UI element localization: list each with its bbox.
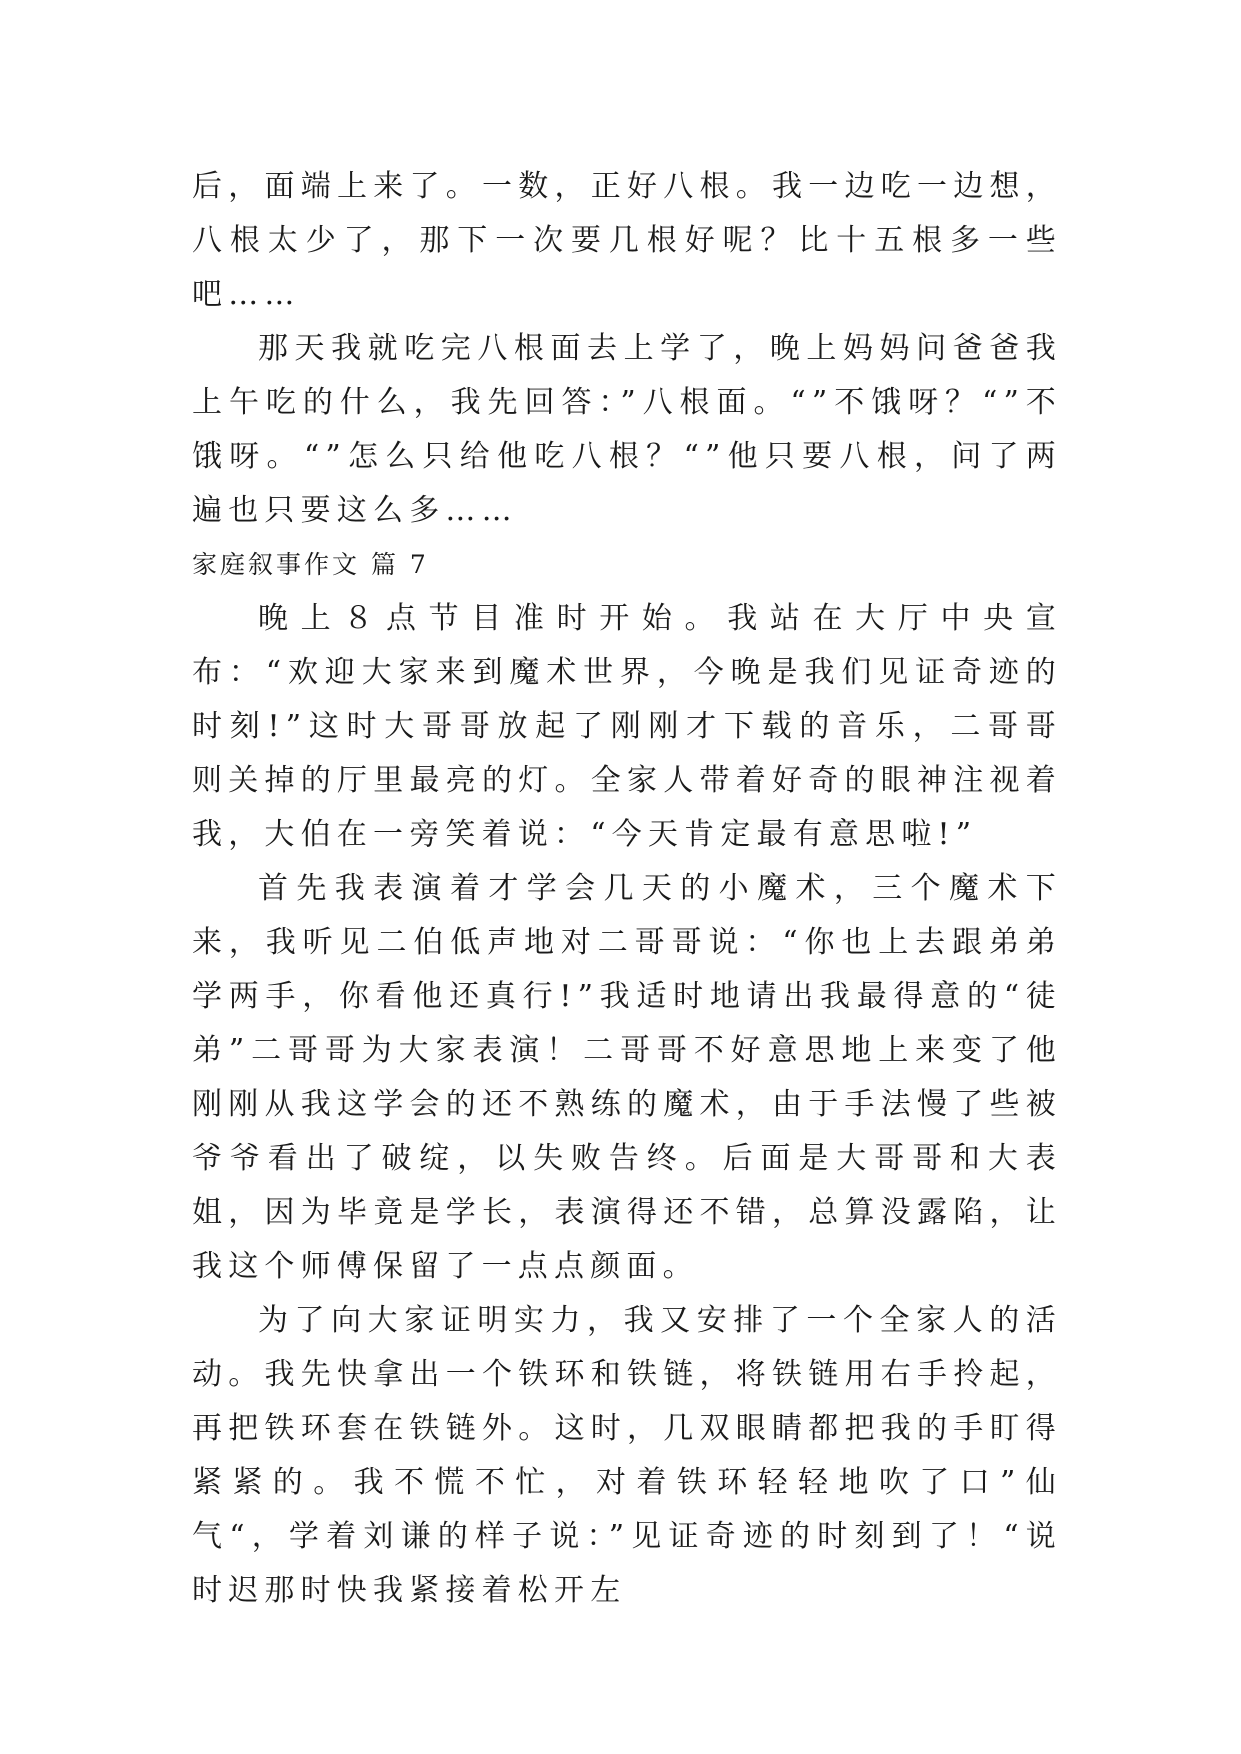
paragraph-show-opening: 晚上８点节目准时开始。我站在大厅中央宣布：“欢迎大家来到魔术世界，今晚是我们见证奇迹的时刻!”这时大哥哥放起了刚刚才下载的音乐，二哥哥则关掉的厅里最亮的灯。全家人带着好奇的眼神注视着我，大伯在一旁笑着说：“今天肯定最有意思啦!”: [192, 601, 1062, 852]
document-body: [192, 160, 1062, 1618]
section-heading: 家庭叙事作文 篇 7: [192, 550, 429, 579]
paragraph-dinner-conversation: 那天我就吃完八根面去上学了，晚上妈妈问爸爸我上午吃的什么，我先回答：”八根面。“”不饿呀？“”不饿呀。“”怎么只给他吃八根？“”他只要八根，问了两遍也只要这么多……: [192, 331, 1062, 528]
paragraph-magic-performances: 首先我表演着才学会几天的小魔术，三个魔术下来，我听见二伯低声地对二哥哥说：“你也上去跟弟弟学两手，你看他还真行!”我适时地请出我最得意的“徒弟”二哥哥为大家表演！二哥哥不好意思地上来变了他刚刚从我这学会的还不熟练的魔术，由于手法慢了些被爷爷看出了破绽，以失败告终。后面是大哥哥和大表姐，因为毕竟是学长，表演得还不错，总算没露陷，让我这个师傅保留了一点点颜面。: [192, 871, 1062, 1284]
paragraph-ring-trick: 为了向大家证明实力，我又安排了一个全家人的活动。我先快拿出一个铁环和铁链，将铁链用右手拎起，再把铁环套在铁链外。这时，几双眼睛都把我的手盯得紧紧的。我不慌不忙，对着铁环轻轻地吹了口”仙气“，学着刘谦的样子说：”见证奇迹的时刻到了！“说时迟那时快我紧接着松开左: [192, 1303, 1062, 1608]
paragraph-continuation: 后，面端上来了。一数，正好八根。我一边吃一边想，八根太少了，那下一次要几根好呢？比十五根多一些吧……: [192, 169, 1062, 312]
